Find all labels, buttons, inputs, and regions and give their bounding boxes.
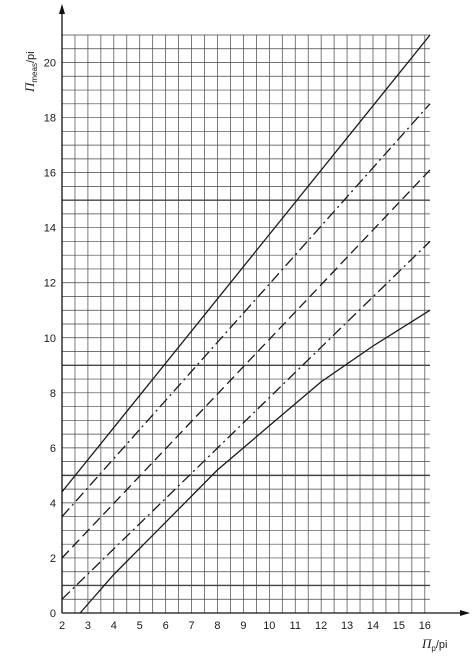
- x-tick-label: 16: [418, 620, 431, 632]
- x-tick-label: 15: [392, 620, 406, 632]
- x-tick-label: 11: [289, 620, 301, 632]
- y-tick-label: 6: [49, 442, 56, 455]
- series-line: [62, 170, 430, 558]
- x-tick-label: 3: [84, 620, 91, 632]
- x-tick-label: 8: [214, 620, 221, 632]
- x-tick-label: 2: [58, 620, 66, 632]
- y-tick-label: 4: [49, 497, 56, 510]
- x-axis-arrow: [460, 610, 470, 616]
- y-tick-label: 8: [49, 387, 56, 400]
- y-axis-arrow: [59, 4, 65, 14]
- y-tick-label: 2: [49, 552, 56, 565]
- y-axis-label: $\Pi_{meas}^{/pi}$: [22, 51, 39, 92]
- x-tick-label: 7: [188, 620, 195, 632]
- y-tick-label: 12: [43, 277, 56, 290]
- y-tick-label: 20: [43, 57, 56, 70]
- x-tick-label: 12: [315, 620, 328, 632]
- x-axis-label: $\Pi_p^{/pi}$: [422, 636, 448, 653]
- y-tick-label: 18: [43, 112, 56, 125]
- y-tick-label: 14: [43, 222, 56, 235]
- y-tick-label: 10: [43, 332, 56, 345]
- x-tick-label: 4: [110, 620, 117, 632]
- x-tick-label: 5: [136, 620, 143, 632]
- y-tick-label: 16: [43, 167, 56, 180]
- chart-grid: [62, 35, 430, 613]
- x-tick-label: 6: [162, 620, 169, 632]
- x-tick-label: 10: [263, 620, 276, 632]
- y-tick-label: 0: [49, 608, 56, 620]
- x-tick-label: 13: [340, 620, 354, 632]
- x-tick-label: 14: [366, 620, 380, 632]
- x-tick-label: 9: [240, 620, 247, 632]
